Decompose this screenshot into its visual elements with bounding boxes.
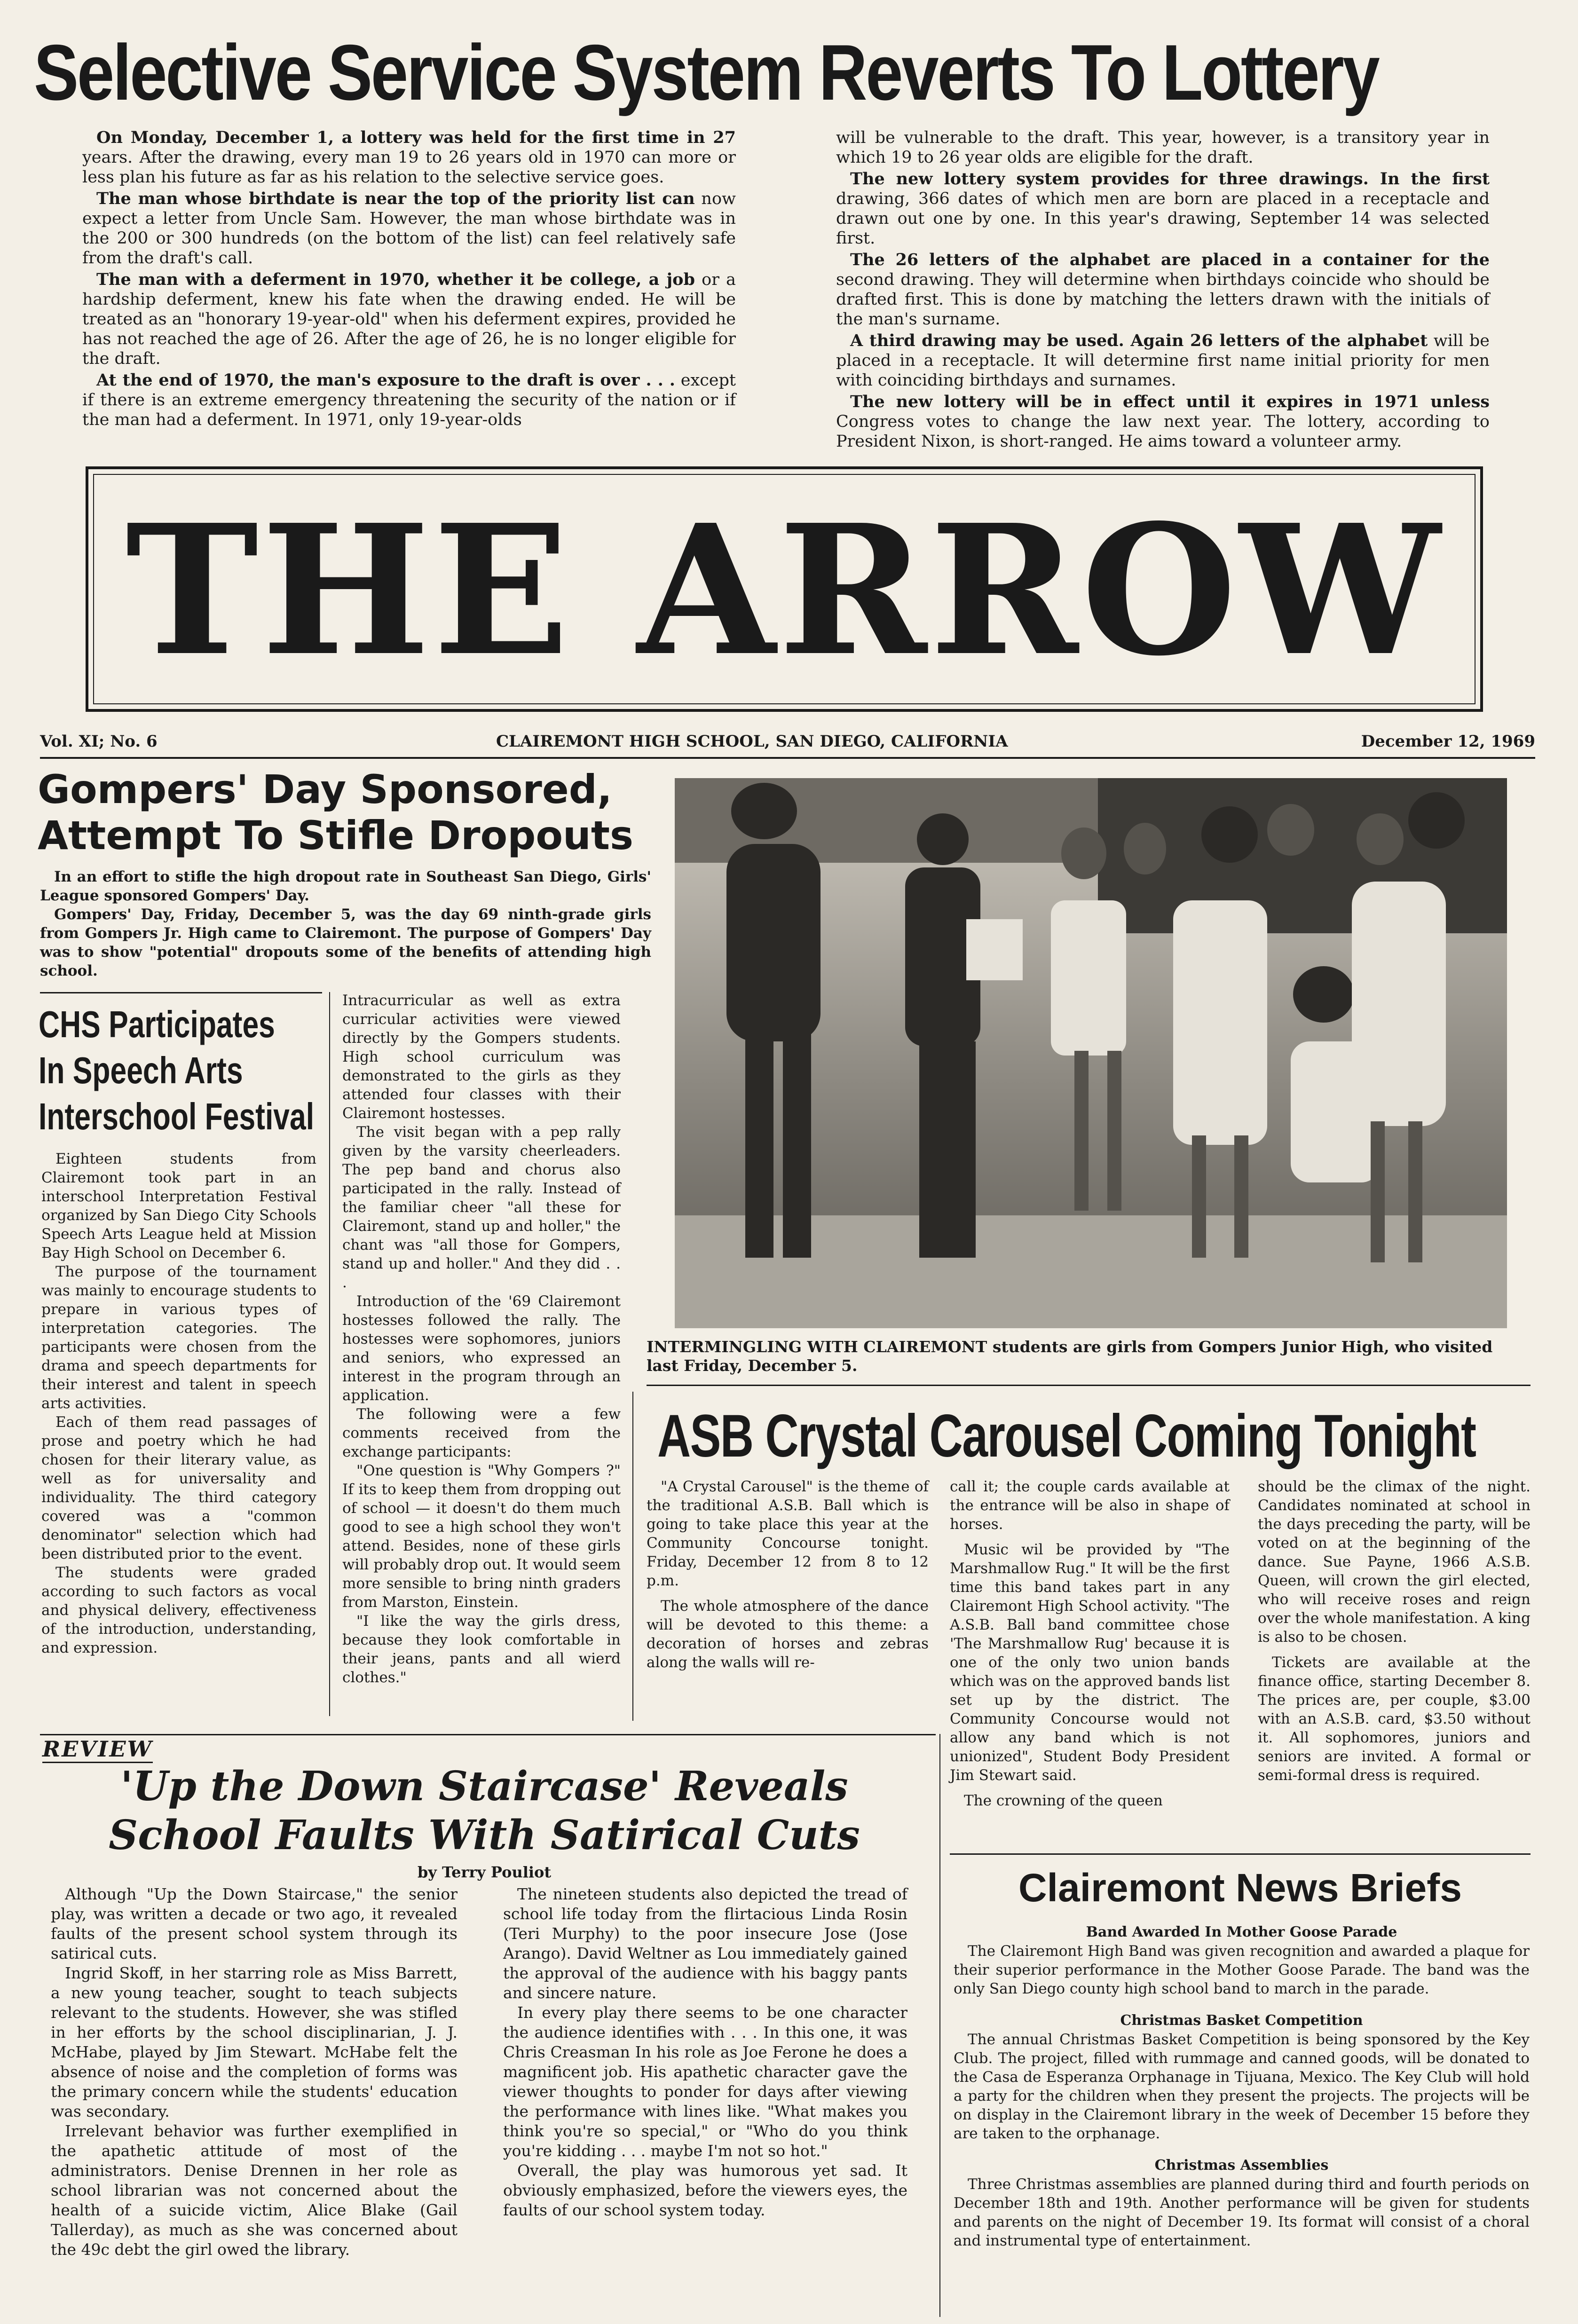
review-byline: by Terry Pouliot [417, 1863, 552, 1881]
speech-headline: CHS Participates In Speech Arts Interschool Festival [39, 1003, 315, 1137]
review-headline: 'Up the Down Staircase' Reveals School Faults With Satirical Cuts [109, 1763, 860, 1859]
masthead-title: THE ARROW [126, 485, 1443, 695]
lottery-column-2: will be vulnerable to the draft. This year, however, is a transitory year in which 19 to 26 year olds are eligible for the draft. The new lottery system provides for three drawings. In the first drawing, 366 dates of which men are born are placed in a receptacle and drawn out one by one. In this year's drawing, September 14 was selected first. The 26 letters of the alphabet are placed in a container for the second drawing. They will determine when birthdays coincide who should be drafted first. This is done by matching the letters drawn with the initials of the man's surname. A third drawing may be used. Again 26 letters of the alphabet will be placed in a receptacle. It will determine first name initial priority for men with coinciding birthdays and surnames. The new lottery will be in effect until it expires in 1971 unless Congress votes to change the law next year. The lottery, according to President Nixon, is short-ranged. He aims toward a volunteer army. [836, 128, 1490, 451]
carousel-column-1: "A Crystal Carousel" is the theme of the traditional A.S.B. Ball which is going to take place this year at the Community Concourse tonight. Friday, December 12 from 8 to 12 p.m. The whole atmosphere of the dance will be devoted to this theme: a decoration of horses and zebras along the walls will re- [647, 1478, 929, 1671]
briefs-left-rule [939, 1734, 940, 2317]
photo-scene [675, 778, 1507, 1328]
carousel-headline: ASB Crystal Carousel Coming Tonight [657, 1402, 1476, 1470]
volume-number: Vol. XI; No. 6 [40, 732, 158, 751]
carousel-left-rule [632, 1392, 633, 1721]
review-top-rule [40, 1734, 936, 1735]
masthead-box [86, 466, 1483, 712]
left-column-rule [329, 992, 330, 1716]
lottery-column-1: On Monday, December 1, a lottery was held for the first time in 27 years. After the drawing, every man 19 to 26 years old in 1970 can more or less plan his future as far as his relation to the selective service goes. The man whose birthdate is near the top of the priority list can now expect a letter from Uncle Sam. However, the man whose birthdate was in the 200 or 300 hundreds (on the bottom of the list) can feel relatively safe from the draft's call. The man with a deferment in 1970, whether it be college, a job or a hardship deferment, knew his fate when the drawing ended. He will be treated as an "honorary 19-year-old" when his deferment expires, provided he has not reached the age of 26. After the age of 26, he is no longer eligible for the draft. At the end of 1970, the man's exposure to the draft is over . . . except if there is an extreme emergency threatening the security of the nation or if the man had a deferment. In 1971, only 19-year-olds [82, 128, 736, 429]
photo-caption: INTERMINGLING WITH CLAIREMONT students are girls from Gompers Junior High, who visited last Friday, December 5. [647, 1338, 1493, 1375]
caption-rule [647, 1385, 1531, 1386]
school-name: CLAIREMONT HIGH SCHOOL, SAN DIEGO, CALIFORNIA [496, 732, 1008, 751]
briefs-headline: Clairemont News Briefs [1018, 1866, 1462, 1910]
carousel-column-3: should be the climax of the night. Candidates nominated at school in the days preceding the party, will be voted on at the beginning of the dance. Sue Payne, 1966 A.S.B. Queen, will crown the girl elected, who will receive roses and reign over the whole manifestation. A king is also to be chosen. Tickets are available at the finance office, starting December 8. The prices are, per couple, $3.00 with an A.S.B. card, $3.50 without it. All sophomores, juniors and seniors are invited. A formal or semi-formal dress is required. [1258, 1478, 1531, 1784]
brief-item: Christmas Basket Competition The annual Christmas Basket Competition is being sponsored by the Key Club. The project, filled with rummage and canned goods, will be donated to the Casa de Esperanza Orphanage in Tijuana, Mexico. The Key Club will hold a party for the children when they present the projects. The projects will be on display in the Clairemont library in the week of December 15 before they are taken to the orphanage. [954, 2012, 1530, 2142]
speech-top-rule [40, 992, 322, 993]
review-label: REVIEW [42, 1736, 153, 1763]
gompers-headline: Gompers' Day Sponsored, Attempt To Stifle Dropouts [38, 766, 634, 859]
brief-item: Band Awarded In Mother Goose Parade The Clairemont High Band was given recognition and awarded a plaque for their superior performance in the Mother Goose Parade. The band was the only San Diego county high school band to march in the parade. [954, 1924, 1530, 1997]
briefs-list [954, 1923, 1530, 2250]
gompers-lead: In an effort to stifle the high dropout rate in Southeast San Diego, Girls' League sponsored Gompers' Day. Gompers' Day, Friday, December 5, was the day 69 ninth-grade girls from Gompers Jr. High came to Clairemont. The purpose of Gompers' Day was to show "potential" dropouts some of the benefits of attending high school. [40, 868, 651, 979]
speech-body: Eighteen students from Clairemont took part in an interschool Interpretation Festival organized by San Diego City Schools Speech Arts League held at Mission Bay High School on December 6. The purpose of the tournament was mainly to encourage students to prepare in various types of interpretation categories. The participants were chosen from the drama and speech departments for their interest and talent in speech arts activities. Each of them read passages of prose and poetry which he had chosen for their literary value, as well as for universality and individuality. The third category covered was a "common denominator" selection which had been distributed prior to the event. The students were graded according to such factors as vocal and physical delivery, effectiveness of the introduction, understanding, and expression. [41, 1150, 316, 1656]
briefs-top-rule [950, 1853, 1531, 1855]
gompers-body: Intracurricular as well as extra curricular activities were viewed directly by the Gompers students. High school curriculum was demonstrated to the girls as they attended four classes with their Clairemont hostesses. The visit began with a pep rally given by the varsity cheerleaders. The pep band and chorus also participated in the rally. Instead of the familiar cheer "all these for Clairemont, stand up and holler," the chant was "all those for Gompers, stand up and holler." And they did . . . Introduction of the '69 Clairemont hostesses followed the rally. The hostesses were sophomores, juniors and seniors, who expressed an interest in the program through an application. The following were a few comments received from the exchange participants: "One question is "Why Gompers ?" If its to keep them from dropping out of school — it doesn't do them much good to see a high school they won't attend. Besides, none of these girls will probably drop out. It would seem more sensible to bring ninth graders from Marston, Einstein. "I like the way the girls dress, because they look comfortable in their jeans, pants and all wierd clothes." [342, 992, 621, 1686]
review-column-2: The nineteen students also depicted the tread of school life today from the flirtacious Linda Rosin (Teri Murphy) to the poor insecure Jose (Jose Arango). David Weltner as Lou immediately gained the approval of the audience with his baggy pants and sincere nature. In every play there seems to be one character the audience identifies with . . . In this one, it was Chris Creasman In his role as Joe Ferone he does a magnificent job. His apathetic character gave the viewer thoughts to ponder for days after viewing the performance with lines like. "What makes you think you're so special," or "Who do you think you're kidding . . . maybe I'm not so hot." Overall, the play was humorous yet sad. It obviously emphasized, before the viewers eyes, the faults of our school system today. [503, 1885, 907, 2219]
carousel-column-2: call it; the couple cards available at the entrance will be also in shape of horses. Music wil be provided by "The Marshmallow Rug." It will be the first time this band takes part in any Clairemont High School activity. "The A.S.B. Ball band committee chose 'The Marshmallow Rug' because it is one of the only two union bands which was on the approved bands list set up by the district. The Community Concourse would not allow any band which is not unionized", Student Body President Jim Stewart said. The crowning of the queen [950, 1478, 1230, 1809]
issue-date: December 12, 1969 [1361, 732, 1535, 751]
review-column-1: Although "Up the Down Staircase," the senior play, was written a decade or two ago, it revealed faults of the present school system through its satirical cuts. Ingrid Skoff, in her starring role as Miss Barrett, a new young teacher, sought to teach subjects relevant to the students. However, she was stifled in her efforts by the school disciplinarian, J. J. McHabe, played by Jim Stewart. McHabe felt the absence of noise and the completion of forms was the primary concern while the students' education was secondary. Irrelevant behavior was further exemplified in the apathetic attitude of most of the administrators. Denise Drennen in her role as school librarian was not concerned about the health of a suicide victim, Alice Blake (Gail Tallerday), as much as she was concerned about the 49c debt the girl owed the library. [51, 1885, 458, 2259]
dateline-rule [40, 757, 1535, 759]
event-photo [675, 778, 1507, 1328]
brief-item: Christmas Assemblies Three Christmas assemblies are planned during third and fourth periods on December 18th and 19th. Another performance will be given for students and parents on the night of December 19. Its format will consist of a choral and instrumental type of entertainment. [954, 2157, 1530, 2249]
lottery-headline: Selective Service System Reverts To Lottery [34, 28, 1379, 117]
